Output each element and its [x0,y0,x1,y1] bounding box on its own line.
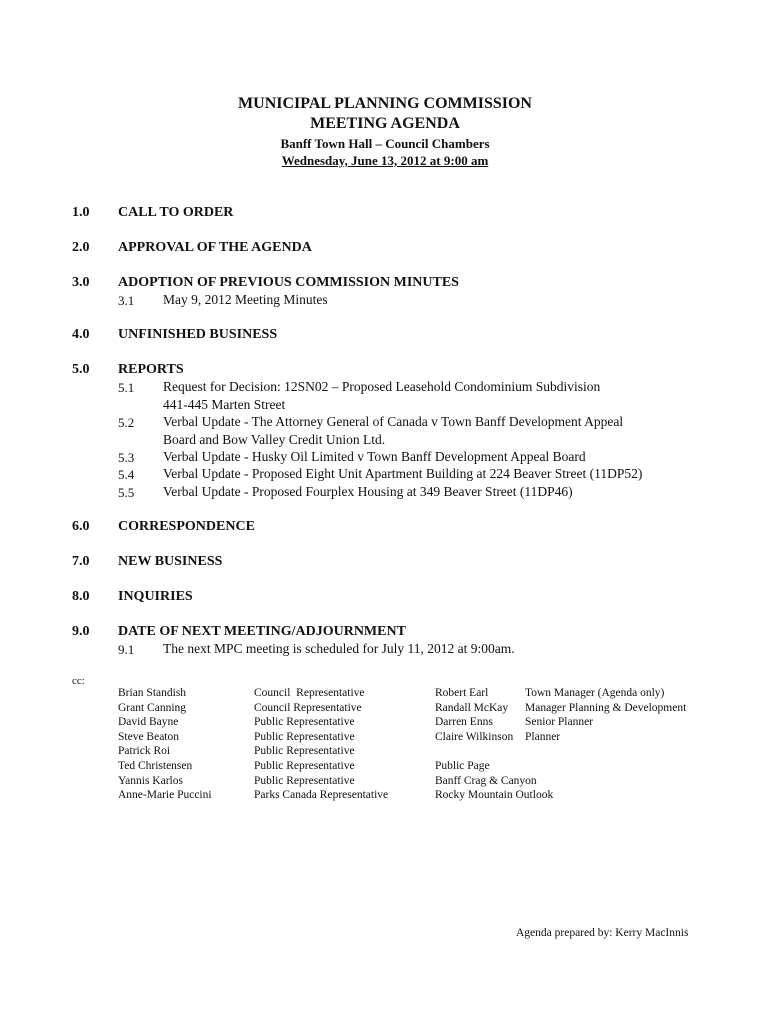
cc-staff-name: Claire Wilkinson [435,730,514,743]
cc-name: Patrick Roi [118,745,171,758]
cc-staff-name: Robert Earl [435,687,489,699]
document-subtitle: MEETING AGENDA [310,115,460,132]
agenda-item-number: 2.0 [72,240,90,255]
cc-staff-roles-column [525,686,686,744]
cc-name: Anne-Marie Puccini [118,789,212,802]
cc-staff-role: Senior Planner [525,716,594,729]
agenda-item-title: UNFINISHED BUSINESS [118,327,278,342]
sub-item-text: Verbal Update - Proposed Eight Unit Apartment Building at 224 Beaver Street (11DP52) [163,466,643,481]
cc-role: Public Representative [254,730,355,743]
cc-label: cc: [72,675,85,687]
cc-name: David Bayne [118,716,179,729]
agenda-item-title: DATE OF NEXT MEETING/ADJOURNMENT [118,624,406,639]
sub-item-number: 9.1 [118,642,135,657]
agenda-item-number: 5.0 [72,362,90,377]
sub-item-number: 5.3 [118,450,135,465]
meeting-location: Banff Town Hall – Council Chambers [280,136,490,151]
agenda-item-title: INQUIRIES [118,589,193,604]
sub-item-number: 5.2 [118,415,135,430]
sub-item-number: 5.5 [118,485,135,500]
agenda-item-title: APPROVAL OF THE AGENDA [118,240,312,255]
cc-media-name: Rocky Mountain Outlook [435,789,554,802]
cc-names-column [118,686,212,803]
sub-item-number: 5.4 [118,467,135,482]
sub-item-number: 5.1 [118,380,135,395]
agenda-item-title: CALL TO ORDER [118,205,234,220]
cc-name: Steve Beaton [118,730,179,743]
cc-role: Public Representative [254,759,355,772]
document-title: MUNICIPAL PLANNING COMMISSION [238,95,532,112]
agenda-item-title: NEW BUSINESS [118,554,223,569]
cc-name: Yannis Karlos [118,774,183,787]
cc-staff-role: Planner [525,730,561,743]
cc-role: Public Representative [254,774,355,787]
cc-role: Public Representative [254,716,355,729]
sub-item-text: Verbal Update - Husky Oil Limited v Town Banff Development Appeal Board [163,449,586,464]
sub-item-text: Verbal Update - The Attorney General of Canada v Town Banff Development Appeal [163,414,624,429]
cc-role: Parks Canada Representative [254,789,389,802]
sub-item-text: Verbal Update - Proposed Fourplex Housing at 349 Beaver Street (11DP46) [163,484,573,499]
cc-spacer [435,744,553,759]
cc-name: Brian Standish [118,687,187,699]
cc-role: Public Representative [254,745,355,758]
agenda-item-number: 7.0 [72,554,90,569]
agenda-item-title: CORRESPONDENCE [118,519,255,534]
sub-item-text-continued: 441-445 Marten Street [163,397,286,412]
agenda-item-number: 6.0 [72,519,90,534]
meeting-date: Wednesday, June 13, 2012 at 9:00 am [281,153,489,168]
cc-media-name: Banff Crag & Canyon [435,774,537,787]
cc-name: Grant Canning [118,701,187,714]
sub-item-text: Request for Decision: 12SN02 – Proposed Leasehold Condominium Subdivision [163,379,601,394]
cc-name: Ted Christensen [118,759,193,772]
sub-item-text: The next MPC meeting is scheduled for July 11, 2012 at 9:00am. [163,641,515,656]
agenda-item-number: 4.0 [72,327,90,342]
sub-item-text: May 9, 2012 Meeting Minutes [163,292,328,307]
agenda-item-number: 9.0 [72,624,90,639]
cc-roles-column [254,686,388,803]
cc-staff-role: Manager Planning & Development [525,701,687,714]
cc-media-name: Public Page [435,759,490,772]
cc-role: Council Representative [254,701,362,714]
agenda-item-title: ADOPTION OF PREVIOUS COMMISSION MINUTES [118,275,459,290]
cc-role: Council Representative [254,687,365,699]
cc-staff-name: Randall McKay [435,701,509,714]
prepared-by: Agenda prepared by: Kerry MacInnis [516,927,689,939]
agenda-item-number: 1.0 [72,205,90,220]
sub-item-text-continued: Board and Bow Valley Credit Union Ltd. [163,432,386,447]
sub-item-number: 3.1 [118,293,135,308]
agenda-item-title: REPORTS [118,362,184,377]
cc-staff-role: Town Manager (Agenda only) [525,687,665,699]
agenda-item-number: 8.0 [72,589,90,604]
agenda-item-number: 3.0 [72,275,90,290]
cc-staff-name: Darren Enns [435,716,493,729]
